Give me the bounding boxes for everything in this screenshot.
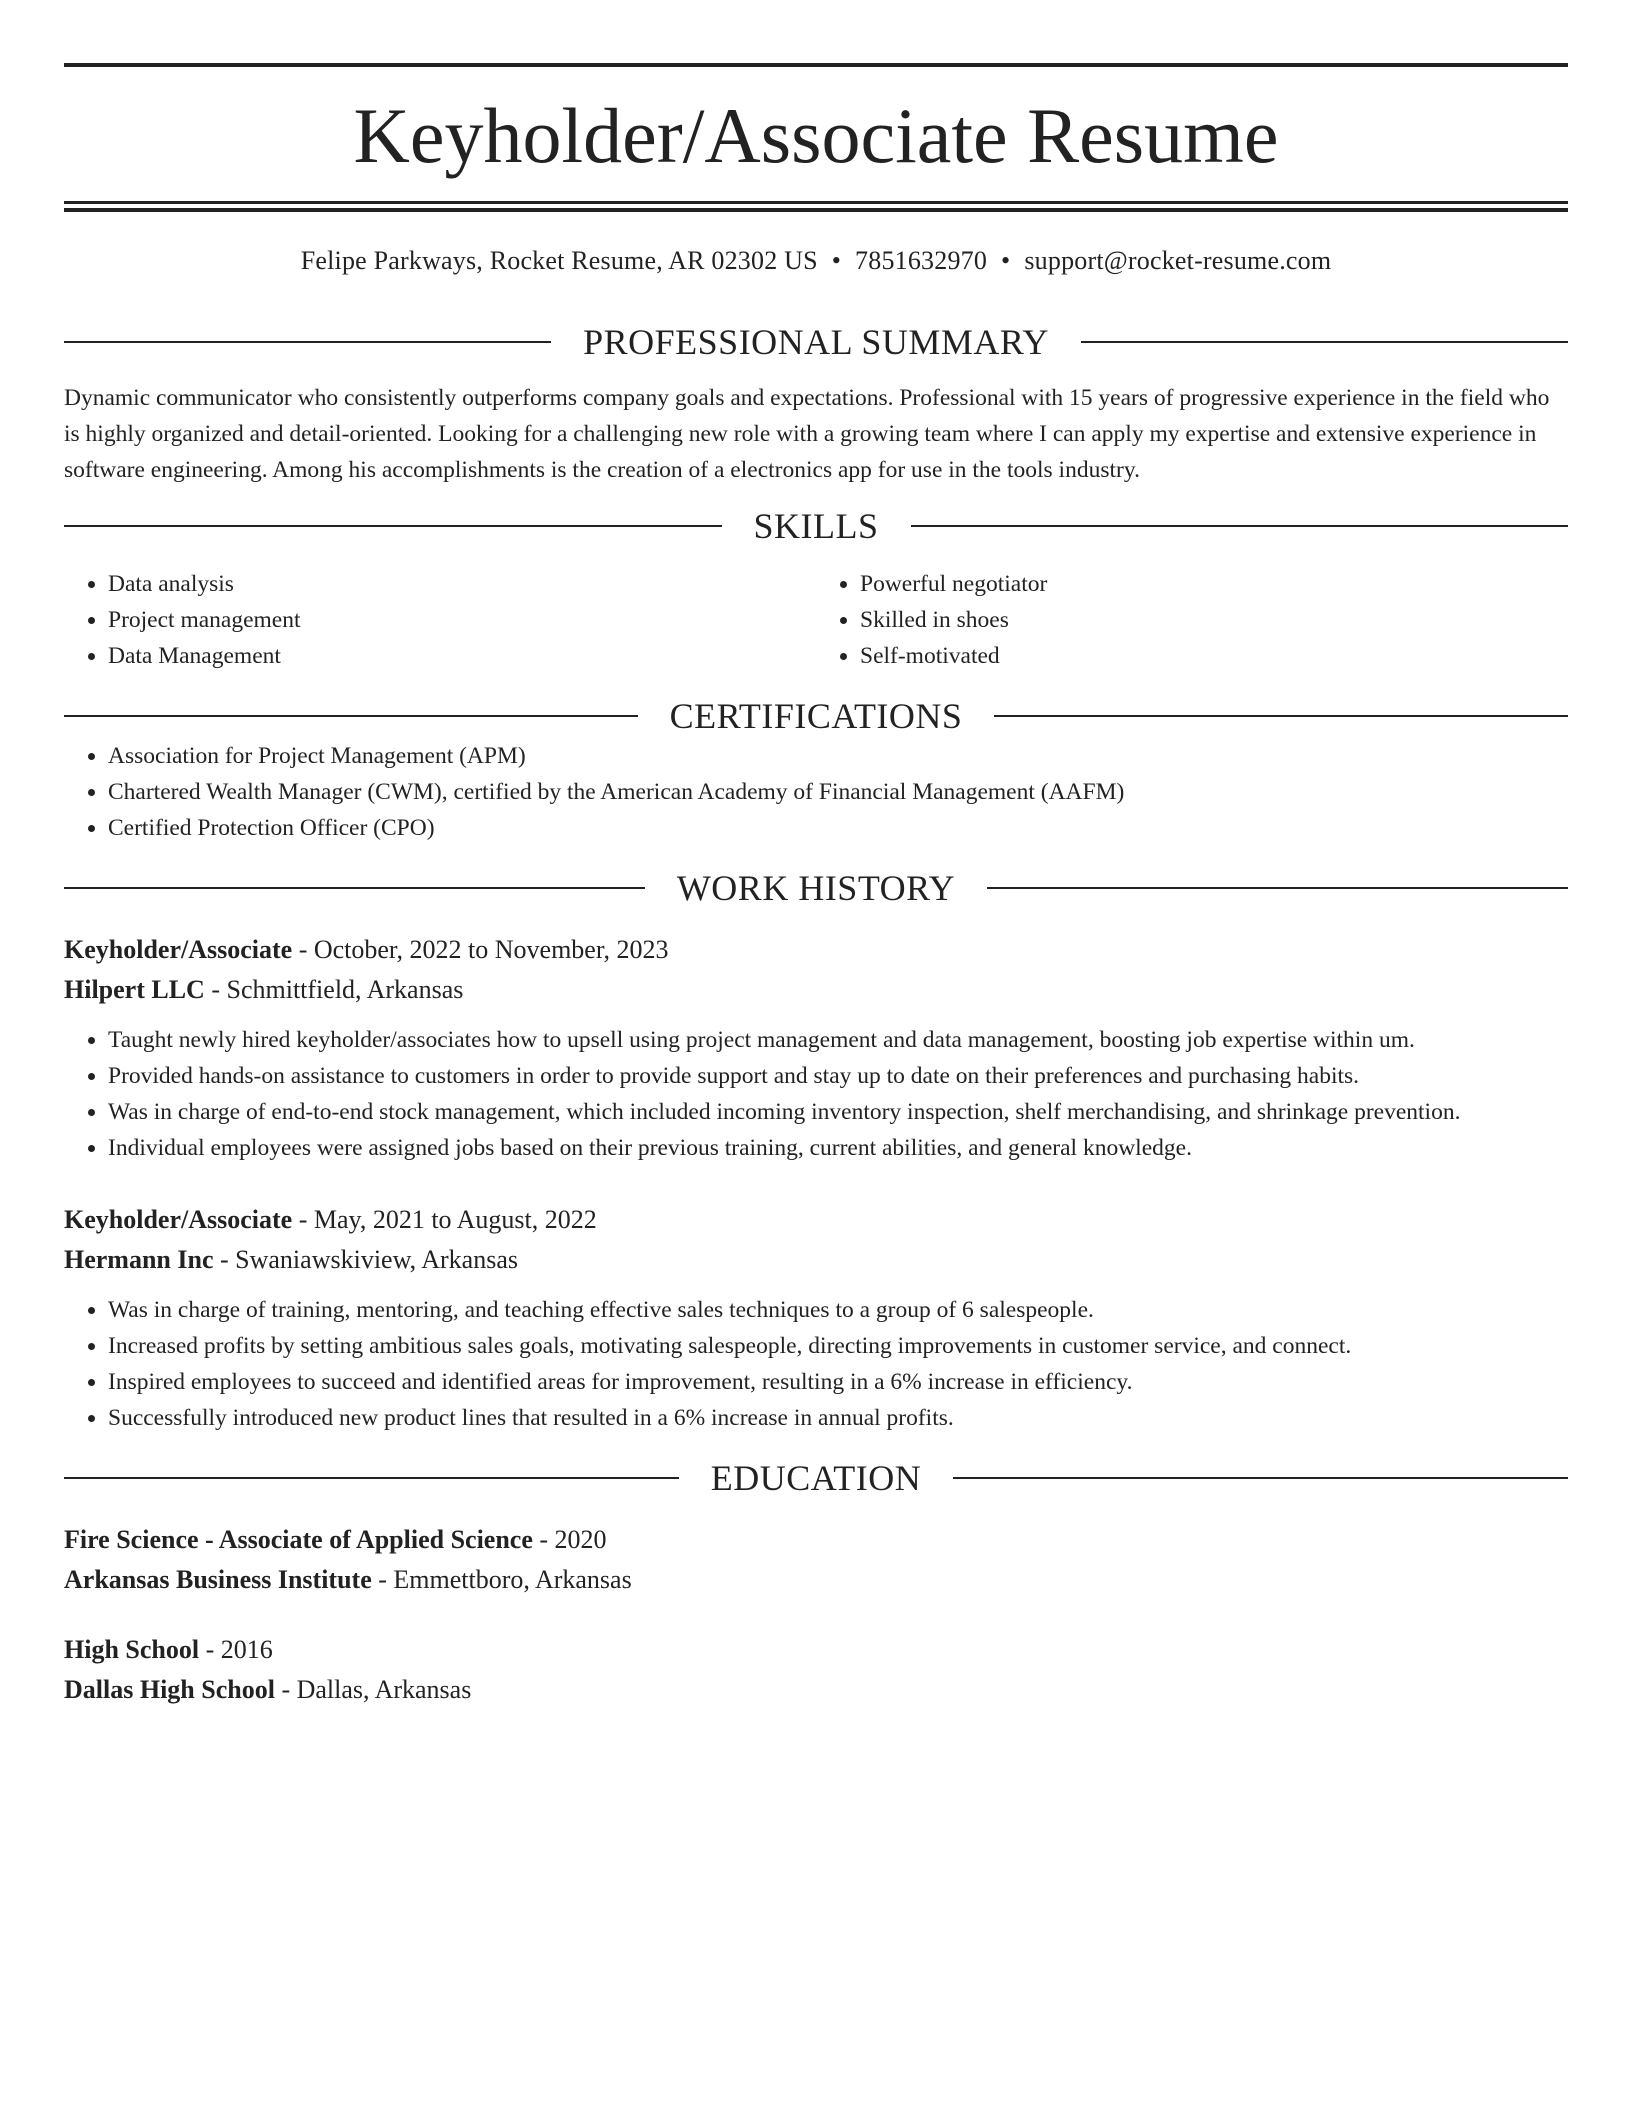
job-duty: • Inspired employees to succeed and identified areas for improvement, resulting in a 6% increase in efficiency. [108,1364,1568,1400]
heading-rule [64,341,551,343]
skills-column-right [816,566,1568,674]
job-entry [64,930,1568,1166]
contact-address: Felipe Parkways, Rocket Resume, AR 02302 US [300,246,818,275]
education-school: Dallas High School [64,1675,275,1704]
heading-rule [1081,341,1568,343]
education-school-line [64,1560,1568,1600]
contact-phone: 7851632970 [855,246,988,275]
section-heading-education [64,1456,1568,1500]
skill-item: • Data analysis [108,566,816,602]
job-title-line [64,1200,1568,1240]
job-duty: • Successfully introduced new product lines that resulted in a 6% increase in annual profits. [108,1400,1568,1436]
education-location: - Dallas, Arkansas [274,1675,472,1704]
contact-separator: • [831,246,842,275]
education-school: Arkansas Business Institute [64,1565,372,1594]
top-rule [64,63,1568,67]
education-heading: EDUCATION [710,1458,922,1498]
skills-heading: SKILLS [753,506,879,546]
section-heading-skills [64,504,1568,548]
heading-rule [64,887,645,889]
skill-item: • Skilled in shoes [860,602,1568,638]
education-degree: Fire Science - Associate of Applied Science [64,1525,533,1554]
job-title: Keyholder/Associate [64,935,293,964]
job-duty: • Provided hands-on assistance to customers in order to provide support and stay up to date on their preferences and purchasing habits. [108,1058,1568,1094]
job-title-line [64,930,1568,970]
heading-rule [994,715,1568,717]
job-dates: - May, 2021 to August, 2022 [292,1205,597,1234]
job-dates: - October, 2022 to November, 2023 [292,935,669,964]
job-company: Hilpert LLC [64,975,205,1004]
heading-rule [911,525,1569,527]
job-duty: • Was in charge of end-to-end stock management, which included incoming inventory inspection, shelf merchandising, and shrinkage prevention. [108,1094,1568,1130]
certifications-heading: CERTIFICATIONS [669,696,963,736]
section-heading-work [64,866,1568,910]
job-duty: • Was in charge of training, mentoring, and teaching effective sales techniques to a group of 6 salespeople. [108,1292,1568,1328]
certifications-list [64,738,1568,846]
job-company-line [64,1240,1568,1280]
education-entry [64,1630,1568,1710]
heading-rule [64,715,638,717]
summary-heading: PROFESSIONAL SUMMARY [583,322,1049,362]
resume-title: Keyholder/Associate Resume [353,92,1279,179]
job-duty: • Taught newly hired keyholder/associates how to upsell using project management and data management, boosting job expertise within um. [108,1022,1568,1058]
education-degree-line [64,1630,1568,1670]
section-heading-summary [64,320,1568,364]
work-heading: WORK HISTORY [676,868,956,908]
certification-item: • Certified Protection Officer (CPO) [108,810,1568,846]
heading-rule [953,1477,1568,1479]
heading-rule [64,1477,679,1479]
skills-column-left [64,566,816,674]
certification-item: • Association for Project Management (APM) [108,738,1568,774]
title-double-rule [64,201,1568,212]
skill-item: • Self-motivated [860,638,1568,674]
job-duties-list [64,1292,1568,1436]
education-degree-line [64,1520,1568,1560]
skill-item: • Powerful negotiator [860,566,1568,602]
job-duty: • Increased profits by setting ambitious sales goals, motivating salespeople, directing improvements in customer service, and connect. [108,1328,1568,1364]
education-school-line [64,1670,1568,1710]
summary-text: Dynamic communicator who consistently outperforms company goals and expectations. Professional with 15 years of progressive experience in the field who is highly organized and detail-oriented. Looking for a challenging new role with a growing team where I can apply my expertise and extensive experience in software engineering. Among his accomplishments is the creation of a electronics app for use in the tools industry. [64,385,1550,483]
skill-item: • Data Management [108,638,816,674]
skill-item: • Project management [108,602,816,638]
job-company: Hermann Inc [64,1245,214,1274]
education-degree: High School [64,1635,200,1664]
job-entry [64,1200,1568,1436]
heading-rule [987,887,1568,889]
job-location: - Schmittfield, Arkansas [204,975,464,1004]
job-company-line [64,970,1568,1010]
contact-email: support@rocket-resume.com [1024,246,1332,275]
section-heading-certifications [64,694,1568,738]
contact-separator: • [1001,246,1011,275]
skills-list [64,566,1568,674]
certification-item: • Chartered Wealth Manager (CWM), certified by the American Academy of Financial Management (AAFM) [108,774,1568,810]
job-title: Keyholder/Associate [64,1205,293,1234]
education-year: - 2016 [199,1635,273,1664]
job-duties-list [64,1022,1568,1166]
heading-rule [64,525,722,527]
job-location: - Swaniawskiview, Arkansas [213,1245,518,1274]
job-duty: • Individual employees were assigned jobs based on their previous training, current abilities, and general knowledge. [108,1130,1568,1166]
education-year: - 2020 [532,1525,607,1554]
education-entry [64,1520,1568,1600]
contact-line [64,246,1568,286]
education-location: - Emmettboro, Arkansas [371,1565,632,1594]
